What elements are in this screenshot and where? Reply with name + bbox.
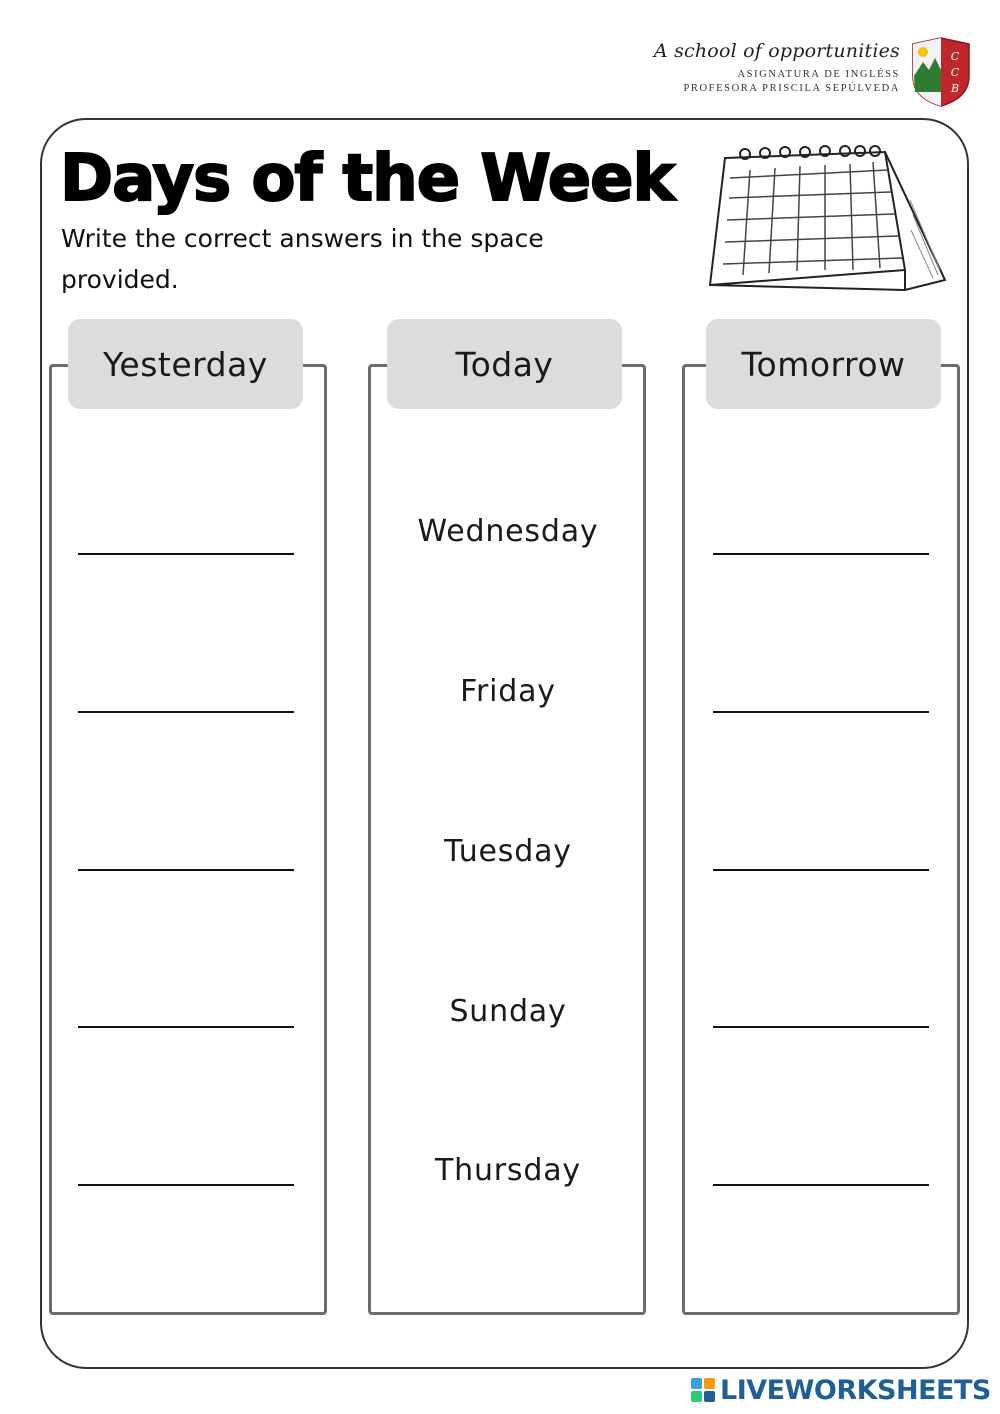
tomorrow-answer-line-4[interactable] (713, 1026, 929, 1028)
tomorrow-answer-line-2[interactable] (713, 711, 929, 713)
today-day-3: Tuesday (444, 834, 572, 869)
liveworksheets-text: LIVEWORKSHEETS (720, 1374, 991, 1406)
today-header: Today (387, 319, 622, 409)
today-day-1: Wednesday (417, 514, 599, 549)
tomorrow-answer-line-1[interactable] (713, 553, 929, 555)
tomorrow-answer-line-5[interactable] (713, 1184, 929, 1186)
yesterday-answer-line-1[interactable] (78, 553, 294, 555)
liveworksheets-mark-icon (690, 1377, 716, 1403)
teacher-label: PROFESORA PRISCILA SEPÚLVEDA (683, 83, 900, 94)
today-day-5: Thursday (435, 1153, 581, 1188)
yesterday-column (49, 364, 327, 1315)
school-tagline: A school of opportunities (653, 40, 900, 62)
yesterday-answer-line-5[interactable] (78, 1184, 294, 1186)
tomorrow-answer-line-3[interactable] (713, 869, 929, 871)
today-day-4: Sunday (449, 994, 567, 1029)
svg-text:B: B (950, 82, 960, 95)
svg-text:C: C (950, 50, 960, 63)
today-day-2: Friday (460, 674, 556, 709)
worksheet-instructions: Write the correct answers in the space provided. (61, 224, 544, 294)
yesterday-answer-line-2[interactable] (78, 711, 294, 713)
tomorrow-column (682, 364, 960, 1315)
yesterday-header: Yesterday (68, 319, 303, 409)
calendar-icon (705, 140, 950, 300)
yesterday-answer-line-3[interactable] (78, 869, 294, 871)
yesterday-answer-line-4[interactable] (78, 1026, 294, 1028)
school-header (654, 40, 900, 96)
subject-label: ASIGNATURA DE INGLÉSS (737, 69, 900, 80)
school-crest-logo (909, 36, 973, 108)
worksheet-title: Days of the Week (60, 142, 675, 216)
svg-text:C: C (950, 66, 960, 79)
tomorrow-header: Tomorrow (706, 319, 941, 409)
liveworksheets-logo (690, 1372, 991, 1408)
